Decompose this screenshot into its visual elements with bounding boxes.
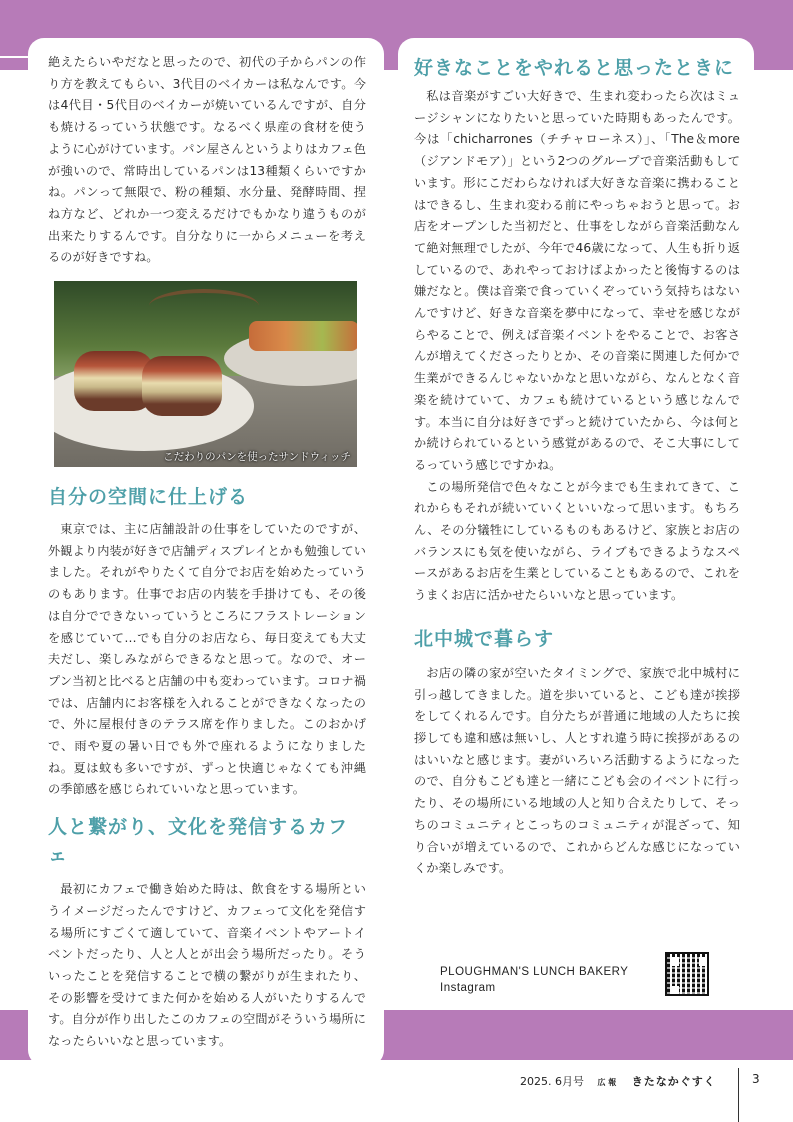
footer-brand: きたなかぐすく [631,1075,716,1088]
photo-caption: こだわりのパンを使ったサンドウィッチ [163,451,351,464]
footer-divider [738,1068,739,1122]
shop-instagram-label: Instagram [440,982,496,994]
qr-code-icon[interactable] [665,952,709,996]
right-column [398,38,754,958]
section-culture-text: 最初にカフェで働き始めた時は、飲食をする場所というイメージだったんですけど、カフェって文化を発信する場所にすごくて適していて、音楽イベントやアートイベントだったり、人と人とが出会う場所だったり。そういったことを発信することで横の繋がりが生まれたり、その影響を受けてまた何かを始める人がいたりするんです。自分が作り出したこのカフェの空間がそういう場所になったらいいなと思っています。 [48,882,366,1049]
section-music-text-1: 私は音楽がすごい大好きで、生まれ変わったら次はミュージシャンになりたいと思っていた時期もあったんです。今は「chicharrones（チチャローネス）」、「The＆more（ジアンドモア）」という2つのグループで音楽活動もしています。形にこだわらなければ大好きな音楽に携わることはできるし、生まれ変わる前にやっちゃおうと思って。お店をオープンした当初だと、仕事をしながら音楽活動なんて絶対無理でしたが、今年で46歳になって、人生も折り返しているので、あれやっておけばよかったと後悔するのは嫌だなと。僕は音楽で食っていくぞっていう気持ちはないんですけど、好きな音楽を夢中になって、幸せを感じながらやることで、例えば音楽イベントをやることで、お客さんが増えてくださったりとか、その音楽に関連した何かで生業ができるんじゃないかなと思いながら、なんとなく音楽を続けていて、カフェも続けているという感じなんです。本当に自分は好きでずっと続けていたから、今は何とか続けられているという感覚があるので、そこ大事にしてるっていう感じですかね。 [414,89,740,472]
issue-date: 2025. 6月号 [520,1075,584,1088]
footer-small-label: 広 報 [597,1078,617,1087]
intro-paragraph: 絶えたらいやだなと思ったので、初代の子からパンの作り方を教えてもらい、3代目のベイカーは私なんです。今は4代目・5代目のベイカーが焼いているんですが、自分も焼けるっていう状態です。なるべく県産の食材を使うように心がけています。パン屋さんというよりはカフェ色が強いので、常時出しているパンは13種類くらいですかね。パンって無限で、粉の種類、水分量、発酵時間、捏ね方など、どれか一つ変えるだけでもかなり違うものが出来たりするんです。自分なりに一からメニューを考えるのが好きですね。 [48,55,366,265]
section-music-text-2: この場所発信で色々なことが今までも生まれてきて、これからもそれが続いていくといいなって思います。もちろん、その分犠牲にしているものもあるけど、家族とお店のバランスにも気を使いながら、ライブもできるようなスペースがあるお店を生業としていることもあるので、これをうまくお店に活かせたらいいなと思っています。 [414,479,740,603]
section-heading-space: 自分の空間に仕上げる [48,486,249,509]
shop-name: PLOUGHMAN'S LUNCH BAKERY [440,966,629,978]
footer [520,1073,716,1089]
section-space-text: 東京では、主に店舗設計の仕事をしていたのですが、外観より内装が好きで店舗ディスプレイとかも勉強していました。それがやりたくて自分でお店を始めたっていうのもあります。仕事でお店の内装を手掛けても、その後は自分でできないっていうところにフラストレーションを感じていて…でも自分のお店なら、毎日変えても大丈夫だし、楽しみながらできるなと思って。なので、オープン当初と比べると店舗の中も変わっています。コロナ禍では、店舗内にお客様を入れることができなくなったので、外に屋根付きのテラス席を作りました。このおかげで、雨や夏の暑い日でも外で座れるようになりましたね。夏は蚊も多いですが、ずっと快適じゃなくても沖縄の季節感を感じられていいなと思っています。 [48,522,366,797]
decorative-line [0,56,28,58]
sandwich-photo [54,281,357,467]
left-column [28,38,384,1066]
section-living-text: お店の隣の家が空いたタイミングで、家族で北中城村に引っ越してきました。道を歩いていると、こども達が挨拶をしてくれるんです。自分たちが普通に地域の人たちに挨拶しても違和感は無いし、人とすれ違う時に挨拶があるのはいいなと感じます。妻がいろいろ活動するようになったので、自分もこども達と一緒にこども会のイベントに行ったり、その場所にいる地域の人と知り合えたりして、そっちのコミュニティとこっちのコミュニティが混ざって、知り合いが増えているので、これからどんな感じになっていくか楽しみです。 [414,665,740,876]
section-heading-culture: 人と繋がり、文化を発信するカフェ [48,816,349,867]
section-heading-music: 好きなことをやれると思ったときに [414,57,735,79]
page-number: 3 [752,1072,760,1086]
shop-info [440,964,628,996]
section-heading-living: 北中城で暮らす [414,627,555,650]
